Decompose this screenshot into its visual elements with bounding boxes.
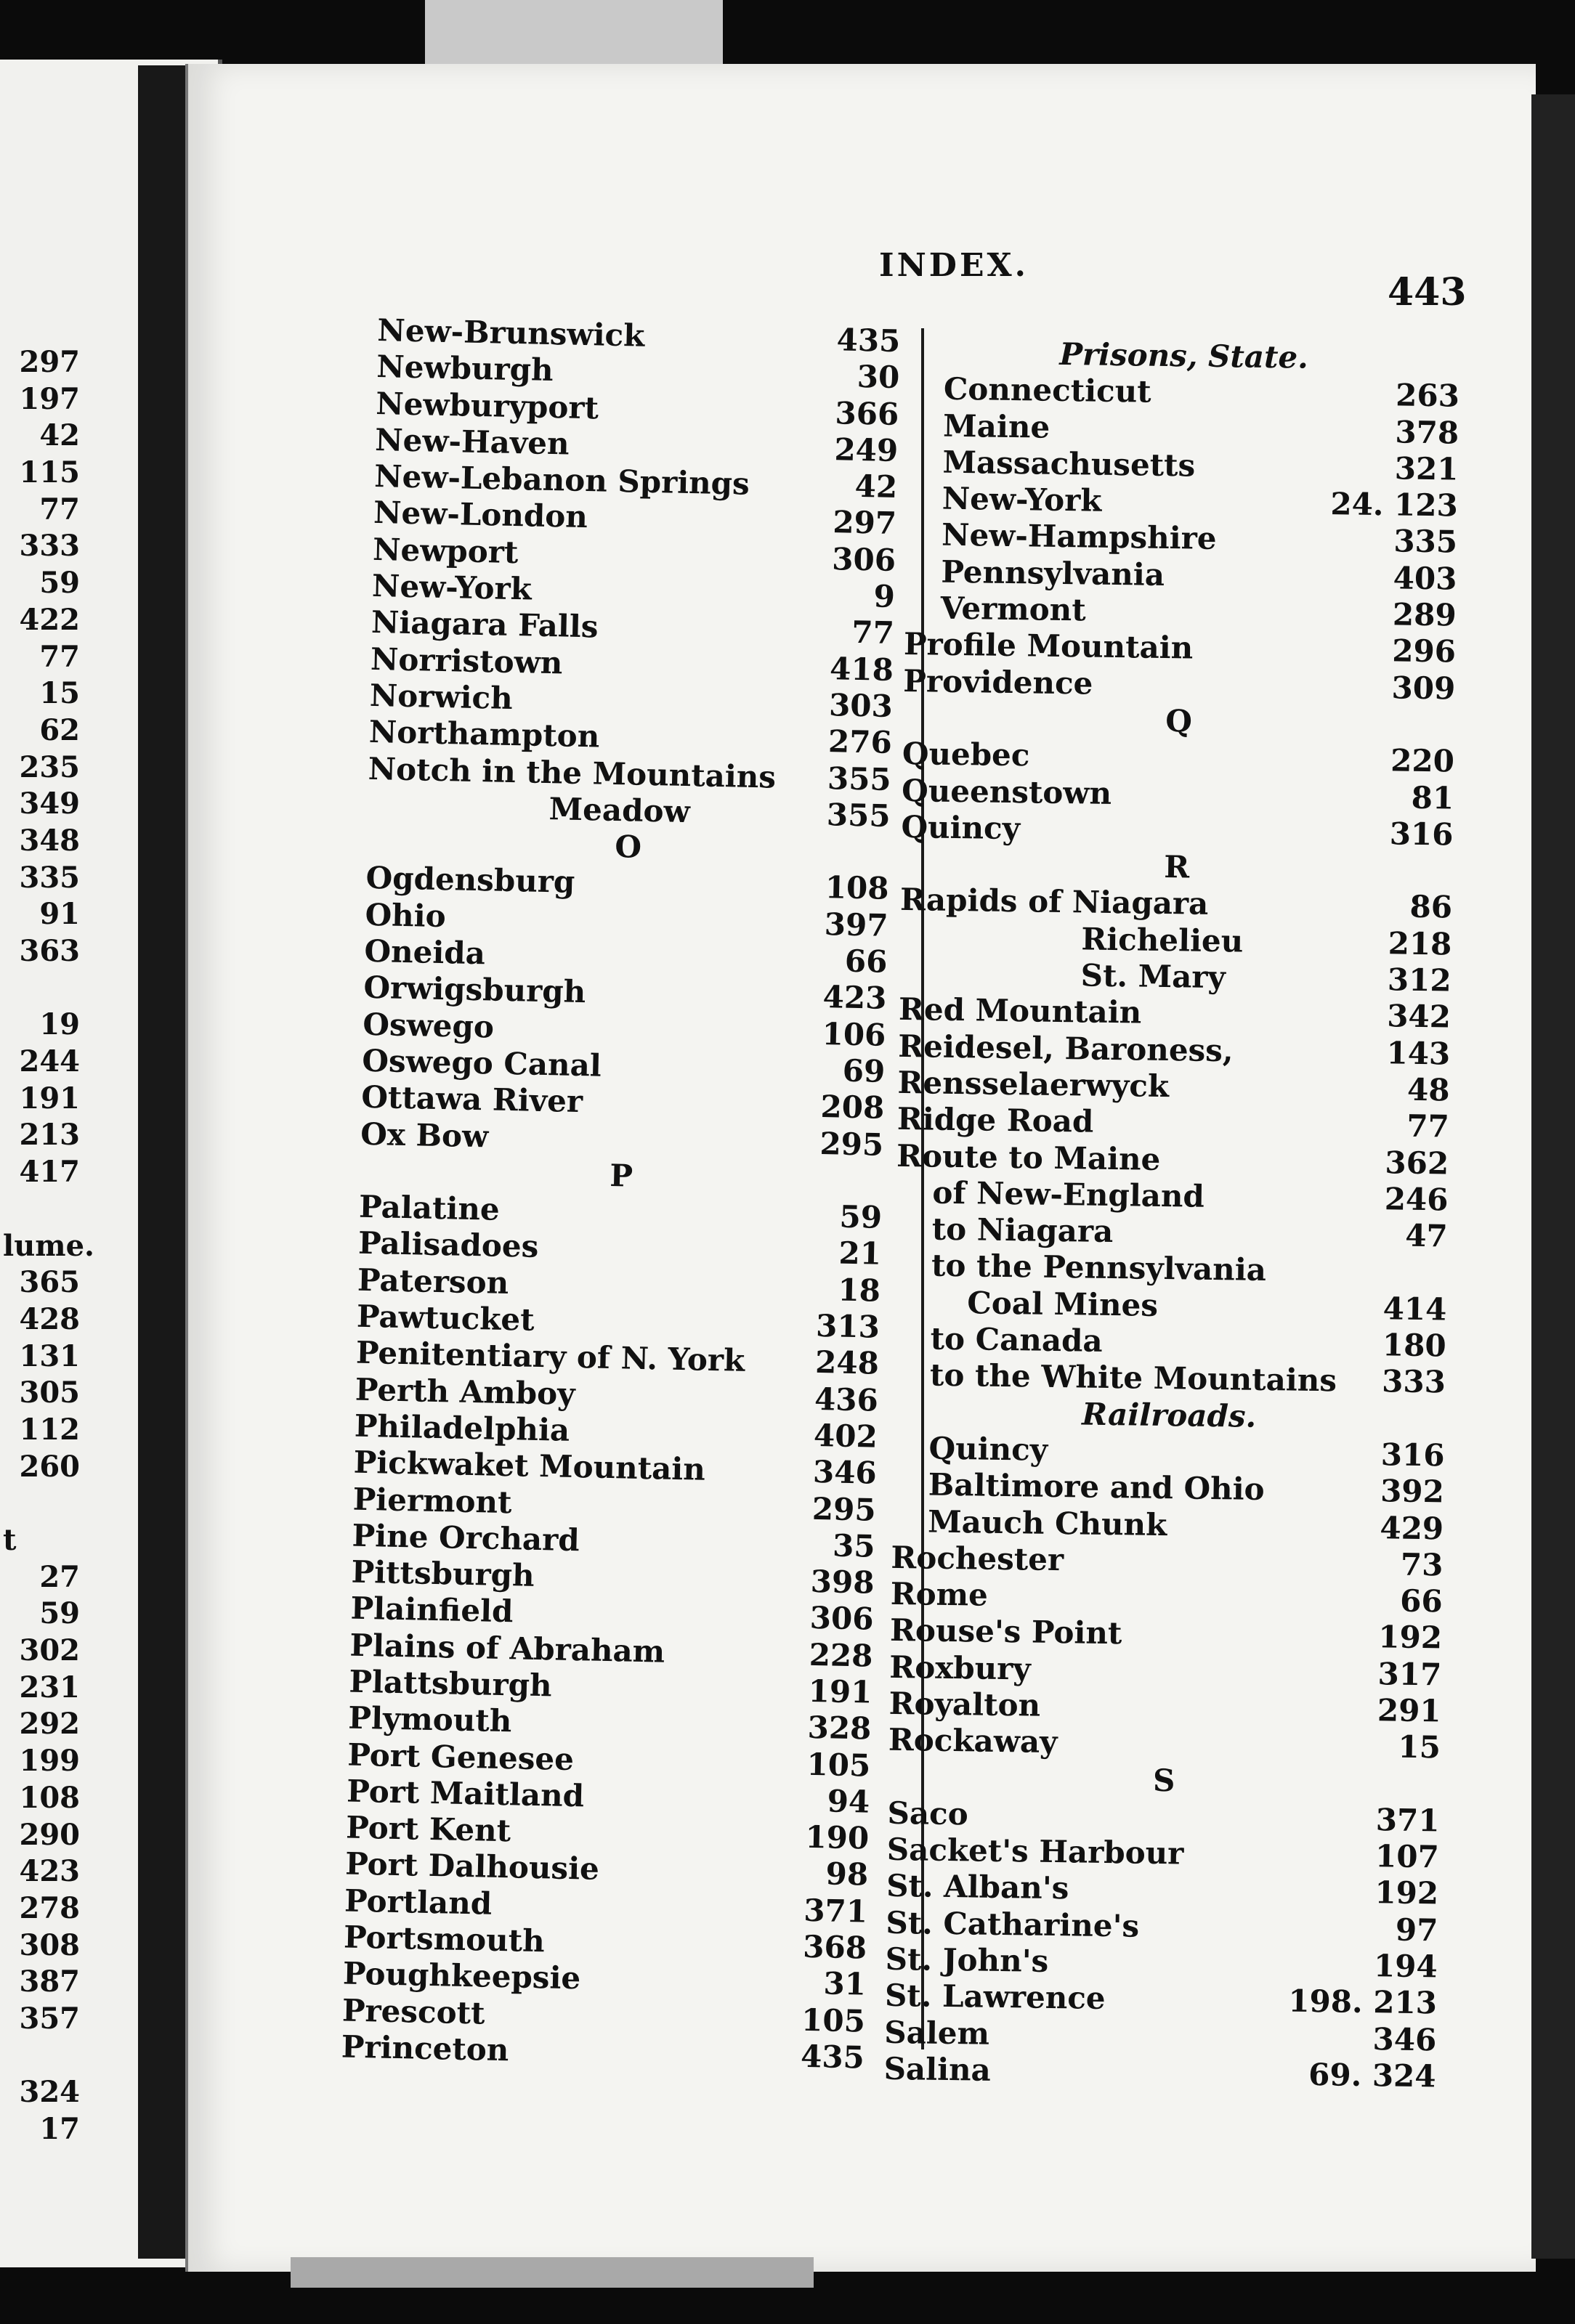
entry-page-number: 371 [803,1892,868,1930]
entry-name: to Canada [930,1320,1104,1359]
entry-page-number: 335 [1393,523,1458,561]
scanner-bottom-strip [291,2257,814,2288]
entry-page-number: 194 [1373,1948,1438,1985]
entry-name: Pickwaket Mountain [353,1444,706,1487]
facing-page-number: 387 [19,1965,80,1999]
entry-page-number: 249 [834,431,899,468]
entry-page-number: 30 [857,359,900,396]
entry-name: Norristown [370,641,563,681]
entry-name: Ottawa River [360,1079,583,1120]
entry-name: Port Maitland [346,1773,585,1814]
index-column-left [341,312,900,2076]
entry-page-number: 313 [815,1307,880,1345]
entry-name: Mauch Chunk [927,1503,1167,1543]
entry-page-number: 263 [1395,377,1460,414]
entry-page-number: 180 [1382,1327,1446,1364]
entry-page-number: 47 [1404,1217,1449,1254]
facing-page-number [0,970,80,1007]
entry-page-number: 328 [807,1710,872,1747]
entry-page-number: 346 [1372,2020,1437,2058]
entry-name: St. Lawrence [884,1978,1106,2017]
facing-page-number: 112 [19,1412,80,1447]
entry-name: Roxbury [889,1649,1032,1687]
entry-page-number: 105 [801,2002,866,2039]
entry-name: Plymouth [347,1699,512,1739]
entry-name: St. Mary [1080,957,1226,996]
entry-page-number: 371 [1375,1802,1440,1839]
entry-name: St. Catharine's [886,1904,1140,1944]
entry-page-number: 316 [1389,816,1454,853]
entry-name: P [609,1157,633,1194]
facing-page-number: 308 [19,1927,80,1962]
entry-page-number: 435 [836,322,901,359]
entry-page-number: 392 [1380,1473,1445,1510]
index-column-right [883,334,1460,2095]
entry-name: Massachusetts [942,444,1196,484]
facing-page-number: 297 [19,345,80,379]
entry-page-number: 192 [1377,1619,1443,1656]
entry-page-number: 77 [1406,1108,1450,1145]
facing-page-number: 191 [19,1081,80,1116]
entry-name: Norwich [369,677,514,716]
entry-page-number: 312 [1387,962,1451,999]
entry-page-number: 355 [826,796,891,834]
entry-name: Poughkeepsie [342,1955,581,1996]
entry-page-number: 31 [822,1965,867,2002]
entry-name: Royalton [888,1685,1041,1723]
facing-page-number: 302 [19,1633,80,1668]
entry-page-number: 42 [854,468,898,505]
entry-name: Palisadoes [357,1225,539,1265]
facing-page-number: 27 [39,1559,80,1594]
entry-name: Salem [884,2014,990,2052]
entry-page-number: 73 [1400,1546,1444,1583]
entry-page-number: 59 [839,1198,883,1235]
entry-name: New-Haven [374,421,570,462]
entry-page-number: 228 [809,1636,873,1674]
entry-name: Perth Amboy [355,1371,576,1412]
entry-name: Rapids of Niagara [899,882,1209,922]
facing-page-number: 363 [19,934,80,968]
entry-page-number: 191 [808,1673,872,1710]
entry-page-number: 378 [1395,413,1459,451]
entry-name: Baltimore and Ohio [928,1466,1265,1508]
entry-page-number: 105 [806,1746,871,1784]
entry-name: Niagara Falls [371,604,599,645]
entry-page-number: 192 [1374,1874,1439,1911]
entry-name: Connecticut [943,370,1151,410]
entry-name: Rochester [891,1539,1064,1577]
entry-page-number: 106 [822,1015,886,1053]
entry-page-number: 143 [1386,1034,1451,1072]
entry-name: New-York [942,480,1102,519]
entry-page-number: 366 [835,394,899,432]
entry-name: Newburyport [375,385,599,426]
entry-name: Profile Mountain [903,626,1194,666]
entry-page-number: 362 [1385,1144,1449,1182]
entry-page-number: 246 [1384,1181,1449,1218]
entry-page-number: 398 [810,1563,875,1601]
facing-page-number: 365 [19,1265,80,1300]
entry-name: Rouse's Point [889,1612,1122,1651]
entry-name: Port Dalhousie [344,1846,600,1888]
entry-name: St. Alban's [886,1868,1069,1906]
facing-page-number: 305 [19,1376,80,1410]
entry-page-number: 402 [813,1417,878,1455]
entry-page-number: 397 [824,906,888,943]
entry-page-number: 218 [1388,925,1452,962]
entry-name: Newport [372,531,519,570]
entry-page-number: 66 [1399,1582,1444,1620]
facing-page-number: 19 [39,1007,80,1042]
entry-page-number: 342 [1386,998,1451,1035]
entry-page-number: 309 [1391,670,1456,707]
facing-page-number: 428 [19,1301,80,1336]
entry-name: R [1163,849,1190,885]
entry-page-number: 198. 213 [1288,1983,1438,2021]
facing-page-number: 197 [19,381,80,416]
facing-page-number: 77 [39,639,80,674]
facing-page-number: 115 [19,455,80,490]
entry-name: O [614,829,642,865]
entry-name: Saco [887,1795,969,1832]
entry-name: Pennsylvania [941,553,1165,593]
entry-name: St. John's [885,1941,1049,1979]
entry-name: of New-England [932,1174,1205,1214]
entry-name: Port Genesee [347,1736,575,1777]
entry-name: Vermont [940,590,1087,628]
facing-page-number: 91 [39,897,80,932]
entry-name: Port Kent [345,1809,511,1849]
entry-page-number: 98 [825,1856,869,1893]
entry-name: Ox Bow [360,1116,489,1154]
facing-page-number: 417 [19,1155,80,1190]
entry-name: Quebec [902,736,1030,773]
entry-page-number: 297 [832,504,897,542]
entry-name: to the White Mountains [929,1357,1337,1399]
facing-page-numbers [0,344,94,2148]
facing-page-number: 292 [19,1707,80,1742]
entry-name: Route to Maine [896,1137,1161,1177]
entry-page-number: 435 [800,2038,865,2076]
facing-page-number: 333 [19,529,80,564]
entry-page-number: 429 [1380,1509,1444,1546]
entry-name: Sacket's Harbour [886,1831,1184,1872]
facing-page-number: 108 [19,1780,80,1815]
entry-page-number: 69 [842,1052,886,1089]
entry-page-number: 15 [1398,1728,1441,1766]
entry-name: Oneida [364,933,486,972]
entry-name: to Niagara [931,1211,1114,1250]
entry-name: Prisons, State. [1059,336,1309,375]
entry-page-number: 21 [838,1235,882,1272]
entry-name: Prescott [341,1992,485,2031]
facing-page-number [0,1485,80,1522]
entry-page-number: 276 [827,723,893,761]
entry-name: Coal Mines [967,1284,1159,1323]
entry-name: Ogdensburg [365,860,575,901]
facing-page-number [0,1191,80,1228]
entry-page-number: 436 [814,1381,879,1418]
facing-page-number: 213 [19,1118,80,1153]
entry-name: Piermont [352,1481,513,1520]
entry-page-number: 333 [1381,1363,1446,1400]
entry-name: Paterson [357,1261,509,1301]
entry-name: Oswego Canal [361,1042,602,1084]
facing-page-number: 357 [19,2001,80,2036]
entry-page-number: 295 [811,1490,877,1528]
entry-name: Providence [902,662,1093,702]
entry-page-number: 81 [1411,779,1454,816]
entry-name: Pawtucket [356,1298,535,1338]
entry-name: New-Lebanon Springs [373,458,750,502]
facing-page-number: 15 [39,676,80,711]
entry-name: Plains of Abraham [349,1627,665,1670]
book-gutter [138,65,189,2259]
entry-name: Rensselaerwyck [897,1064,1170,1105]
index-entry [883,2051,1436,2095]
entry-name: Notch in the Mountains [368,750,777,795]
entry-name: Pittsburgh [351,1553,535,1593]
page-number: 443 [1388,270,1467,314]
entry-name: Maine [942,407,1050,445]
entry-page-number: 321 [1394,450,1459,487]
scanner-top-tab [425,0,723,65]
facing-page-number: 231 [19,1670,80,1705]
entry-page-number: 77 [851,614,895,651]
entry-page-number: 306 [809,1600,874,1638]
entry-page-number: 94 [827,1783,870,1820]
entry-name: Plainfield [350,1590,514,1630]
facing-page-number: 199 [19,1744,80,1779]
entry-page-number: 289 [1392,596,1457,633]
facing-page-number: 423 [19,1854,80,1889]
entry-name: Rockaway [888,1722,1058,1760]
facing-page-number: 348 [19,823,80,858]
entry-name: S [1152,1762,1175,1798]
entry-page-number: 414 [1382,1290,1447,1328]
facing-page-number: 17 [39,2112,80,2146]
entry-page-number: 108 [825,869,890,907]
entry-page-number: 66 [844,943,888,980]
entry-name: Princeton [341,2028,509,2068]
entry-name: Quincy [901,808,1021,847]
entry-name: Oswego [362,1006,495,1045]
facing-page-number: 131 [19,1338,80,1373]
entry-name: New-Brunswick [376,312,645,354]
entry-name: Portsmouth [343,1919,546,1959]
entry-page-number: 403 [1393,560,1457,597]
facing-page-number: t [3,1523,17,1557]
facing-page-number: 244 [19,1044,80,1079]
facing-page-number: 349 [19,787,80,821]
entry-page-number: 355 [827,760,892,797]
facing-page-number: lume. [3,1228,94,1263]
facing-page-number: 77 [39,492,80,527]
entry-name: to the Pennsylvania [931,1247,1267,1288]
entry-page-number: 190 [804,1819,870,1856]
entry-page-number: 97 [1395,1911,1438,1949]
entry-name: Red Mountain [898,991,1142,1031]
entry-name: Northampton [368,714,600,755]
entry-page-number: 346 [812,1454,878,1491]
entry-page-number: 9 [873,578,896,615]
entry-name: Portland [344,1882,493,1922]
entry-name: New-London [373,495,588,535]
facing-page-number: 42 [39,418,80,453]
facing-page-number: 62 [39,712,80,747]
entry-name: Orwigsburgh [363,970,586,1010]
entry-page-number: 303 [828,687,894,724]
entry-name: New-Hampshire [941,517,1217,557]
entry-page-number: 35 [832,1527,876,1564]
entry-name: Penitentiary of N. York [355,1335,745,1379]
entry-page-number: 248 [814,1344,880,1382]
facing-page-number: 324 [19,2075,80,2110]
entry-name: Queenstown [901,772,1112,811]
entry-name: Palatine [358,1188,501,1227]
entry-page-number: 220 [1390,742,1455,779]
entry-page-number: 208 [820,1089,885,1126]
entry-name: Pine Orchard [352,1517,580,1558]
entry-name: Salina [883,2050,992,2088]
facing-page-number: 260 [19,1449,80,1484]
entry-page-number: 107 [1374,1838,1440,1875]
facing-page-number: 59 [39,566,80,601]
entry-name: New-York [371,568,533,607]
entry-name: Quincy [928,1430,1048,1468]
facing-page-number: 290 [19,1817,80,1852]
facing-page-number: 335 [19,860,80,895]
entry-page-number: 48 [1406,1071,1450,1108]
entry-name: Plattsburgh [349,1663,553,1704]
entry-name: Ohio [365,896,447,934]
entry-name: Meadow [548,790,691,830]
entry-page-number: 295 [819,1125,884,1163]
entry-name: Philadelphia [354,1407,570,1448]
entry-name: Railroads. [1081,1396,1257,1434]
entry-name: Q [1165,702,1193,739]
entry-page-number: 296 [1391,633,1457,670]
entry-page-number: 86 [1409,889,1453,925]
entry-page-number: 306 [831,540,896,578]
facing-page-number: 235 [19,749,80,784]
entry-page-number: 423 [822,979,887,1017]
entry-page-number: 18 [837,1272,881,1309]
entry-page-number: 69. 324 [1308,2056,1436,2095]
facing-page-number: 278 [19,1890,80,1925]
entry-name: Richelieu [1081,921,1244,959]
entry-name: Reidesel, Baroness, [897,1028,1234,1068]
entry-page-number: 316 [1380,1437,1445,1474]
facing-page-number: 59 [39,1596,80,1631]
entry-page-number: 418 [829,650,894,688]
entry-name: Rome [890,1575,989,1613]
entry-page-number: 24. 123 [1330,486,1459,524]
entry-name: Newburgh [376,349,554,389]
facing-page-number [0,2038,80,2075]
entry-page-number: 368 [802,1928,867,1966]
page-header: INDEX. [879,247,1029,284]
facing-page-number: 422 [19,602,80,637]
entry-page-number: 317 [1377,1655,1442,1693]
entry-page-number: 291 [1377,1692,1441,1729]
entry-name: Ridge Road [896,1101,1094,1139]
page-edge-shadow [1531,94,1575,2259]
